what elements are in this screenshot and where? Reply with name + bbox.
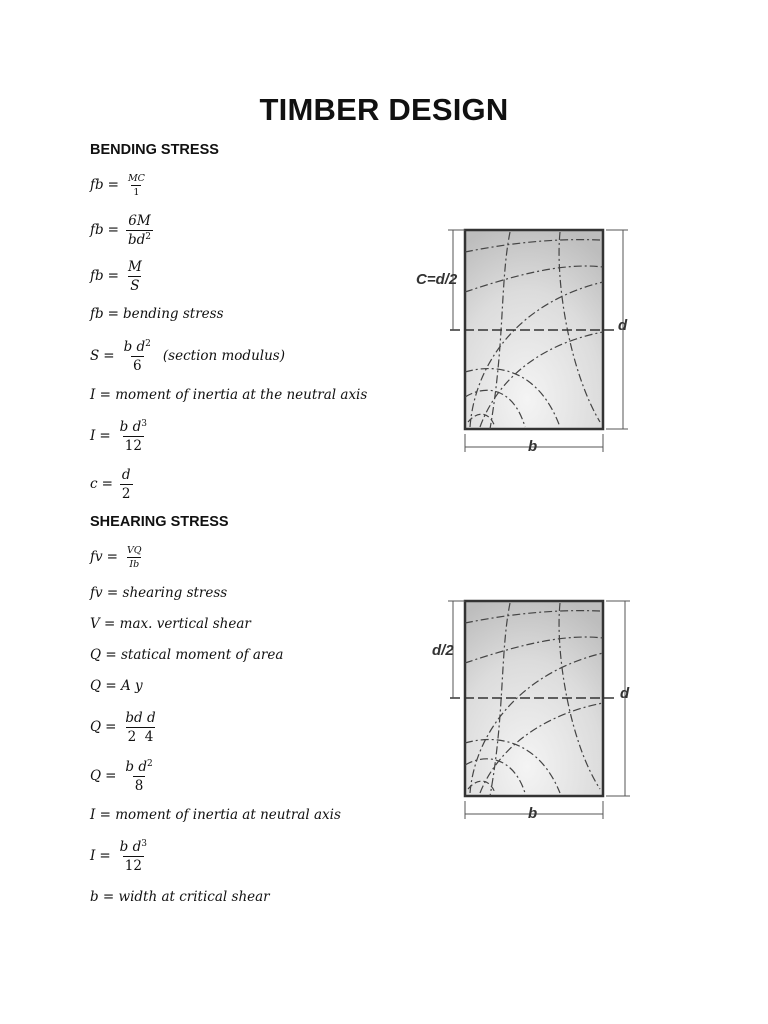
definition-text: I = moment of inertia at the neutral axis	[90, 387, 368, 403]
fraction	[120, 467, 133, 502]
numerator: bd d	[125, 709, 156, 726]
fb-symbol: fb	[90, 222, 104, 238]
s-symbol: S	[90, 348, 100, 364]
fraction	[123, 759, 154, 794]
eq-i-definition-2	[90, 798, 341, 832]
eq-fb-6m-over-bd2: fb = $\frac{6M}{bd^2}$	[90, 212, 151, 248]
denominator: S	[130, 277, 140, 294]
exponent: 3	[141, 418, 147, 429]
c-symbol: c	[90, 476, 98, 492]
fraction	[126, 213, 153, 248]
fb-symbol: fb	[90, 306, 104, 322]
d-symbol: d	[138, 758, 147, 775]
d-symbol: d	[132, 838, 142, 855]
beam-section-figure-shearing	[410, 593, 645, 828]
b-label: b	[528, 438, 538, 455]
definition-text: V = max. vertical shear	[90, 616, 251, 632]
definition-text: Q = A y	[90, 678, 143, 694]
definition-text: I = moment of inertia at neutral axis	[90, 807, 341, 823]
eq-q-definition	[90, 638, 283, 672]
denominator: 2 4	[127, 728, 154, 745]
fraction	[125, 545, 144, 570]
numerator: M	[127, 258, 142, 275]
denominator: 1	[133, 186, 140, 198]
eq-i-bd3-over-12-2: I = $\frac{b d^3}{12}$	[90, 838, 147, 874]
eq-q-bd2-over-8: Q = $\frac{b d^2}{8}$	[90, 758, 153, 794]
denominator: 2	[121, 485, 131, 502]
denominator: 12	[124, 437, 142, 454]
eq-c-d-over-2: c = $\frac{d}{2}$	[90, 466, 131, 502]
bending-stress-heading: BENDING STRESS	[90, 142, 219, 158]
fraction	[122, 339, 153, 374]
eq-b-definition	[90, 880, 270, 914]
eq-q-ay	[90, 669, 143, 703]
denominator: 12	[124, 857, 142, 874]
numerator: 6M	[128, 212, 151, 229]
eq-fv-definition	[90, 576, 227, 610]
denominator: 8	[134, 777, 144, 794]
exponent: 3	[141, 838, 147, 849]
q-symbol: Q	[90, 768, 102, 784]
fb-symbol: fb	[90, 268, 104, 284]
denominator: 6	[132, 357, 142, 374]
page-title: TIMBER DESIGN	[259, 92, 509, 127]
b-label: b	[528, 805, 538, 822]
d-half-label: d/2	[432, 642, 454, 659]
denominator: bd	[127, 231, 146, 248]
numerator: d	[121, 466, 131, 483]
q-symbol: Q	[90, 719, 102, 735]
fraction	[126, 259, 144, 294]
eq-section-modulus: S = $\frac{b d^2}{6}$ (section modulus)	[90, 338, 285, 374]
fv-symbol: fv	[90, 549, 103, 565]
d-symbol: d	[136, 338, 146, 355]
definition-text: Q = statical moment of area	[90, 647, 284, 663]
b-symbol: b	[119, 418, 129, 435]
d-label: d	[620, 685, 630, 702]
b-symbol: b	[119, 838, 129, 855]
d-symbol: d	[132, 418, 142, 435]
eq-i-bd3-over-12: I = $\frac{b d^3}{12}$	[90, 418, 147, 454]
eq-fb-mc-over-i: fb = $\frac{MC}{1}$	[90, 172, 145, 198]
numerator: MC	[127, 172, 145, 184]
fraction	[118, 839, 149, 874]
beam-section-drawing	[410, 593, 645, 828]
eq-v-definition	[90, 607, 251, 641]
i-symbol: I	[90, 848, 96, 864]
eq-fb-definition: fb = bending stress	[90, 306, 224, 322]
fraction	[123, 710, 157, 745]
eq-q-bd-d-over-2-4: Q = $\frac{\text{bd d}}{2 4}$	[90, 709, 156, 745]
fb-symbol: fb	[90, 177, 104, 193]
shearing-stress-heading: SHEARING STRESS	[90, 514, 229, 530]
exponent: 2	[147, 758, 153, 769]
numerator: VQ	[126, 544, 142, 556]
beam-section-drawing	[410, 222, 640, 457]
eq-i-definition	[90, 378, 367, 412]
definition-text: bending stress	[122, 306, 224, 322]
denominator: Ib	[129, 558, 140, 570]
eq-fb-m-over-s: fb = $\frac{M}{S}$	[90, 258, 142, 294]
b-symbol: b	[125, 758, 135, 775]
section-modulus-note: (section modulus)	[162, 348, 285, 364]
exponent: 2	[145, 338, 151, 349]
exponent: 2	[145, 231, 151, 242]
fraction	[118, 419, 149, 454]
fraction	[126, 173, 147, 198]
definition-text: b = width at critical shear	[90, 889, 270, 905]
definition-text: fv = shearing stress	[90, 585, 228, 601]
b-symbol: b	[123, 338, 133, 355]
d-label: d	[618, 317, 628, 334]
eq-fv-vq-over-ib: fv = $\frac{VQ}{Ib}$	[90, 544, 142, 570]
c-label: C=d/2	[416, 271, 458, 288]
beam-section-figure-bending	[410, 222, 640, 457]
i-symbol: I	[90, 428, 96, 444]
